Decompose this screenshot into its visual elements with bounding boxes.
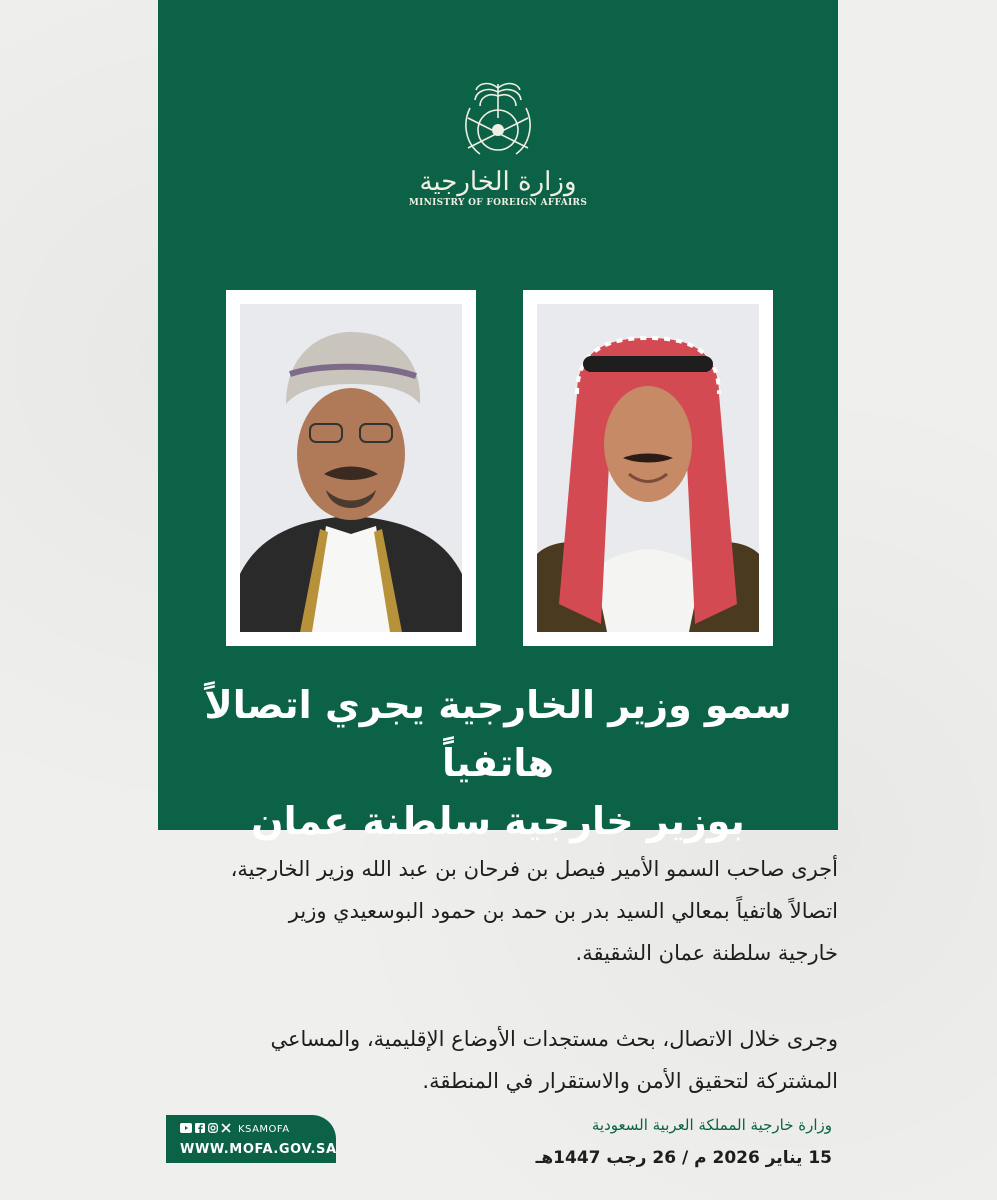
ministry-logo [158,78,838,208]
body-line: اتصالاً هاتفياً بمعالي السيد بدر بن حمد بن حمود البوسعيدي وزير [288,899,838,923]
saudi-minister-photo [523,290,773,646]
body-line: أجرى صاحب السمو الأمير فيصل بن فرحان بن عبد الله وزير الخارجية، [230,857,838,881]
headline-line-2: بوزير خارجية سلطنة عمان [251,799,745,843]
instagram-icon[interactable] [208,1123,218,1136]
body-line: خارجية سلطنة عمان الشقيقة. [575,941,838,965]
photo-placeholder [240,304,462,632]
website-link[interactable]: WWW.MOFA.GOV.SA [180,1142,337,1157]
footer-organization: وزارة خارجية المملكة العربية السعودية [591,1116,832,1134]
headline-line-1: سمو وزير الخارجية يجري اتصالاً هاتفياً [204,683,792,785]
social-handle[interactable]: KSAMOFA [238,1124,290,1135]
body-paragraph-2 [158,1018,838,1102]
photo-placeholder [537,304,759,632]
facebook-icon[interactable] [195,1123,205,1136]
x-icon[interactable] [221,1123,231,1136]
body-paragraph-1 [158,848,838,974]
footer-date: 15 يناير 2026 م / 26 رجب 1447هـ [535,1148,832,1168]
saudi-emblem-icon [458,78,538,164]
social-badge [166,1115,336,1163]
hero-panel [158,0,838,843]
logo-english-text: MINISTRY OF FOREIGN AFFAIRS [408,198,588,208]
body-line: المشتركة لتحقيق الأمن والاستقرار في المنطقة. [422,1069,838,1093]
headline [198,676,798,850]
body-line: وجرى خلال الاتصال، بحث مستجدات الأوضاع الإقليمية، والمساعي [270,1027,838,1051]
logo-arabic-text: وزارة الخارجية [419,167,577,197]
omani-minister-photo [226,290,476,646]
social-icons [180,1123,290,1136]
youtube-icon[interactable] [180,1123,192,1136]
